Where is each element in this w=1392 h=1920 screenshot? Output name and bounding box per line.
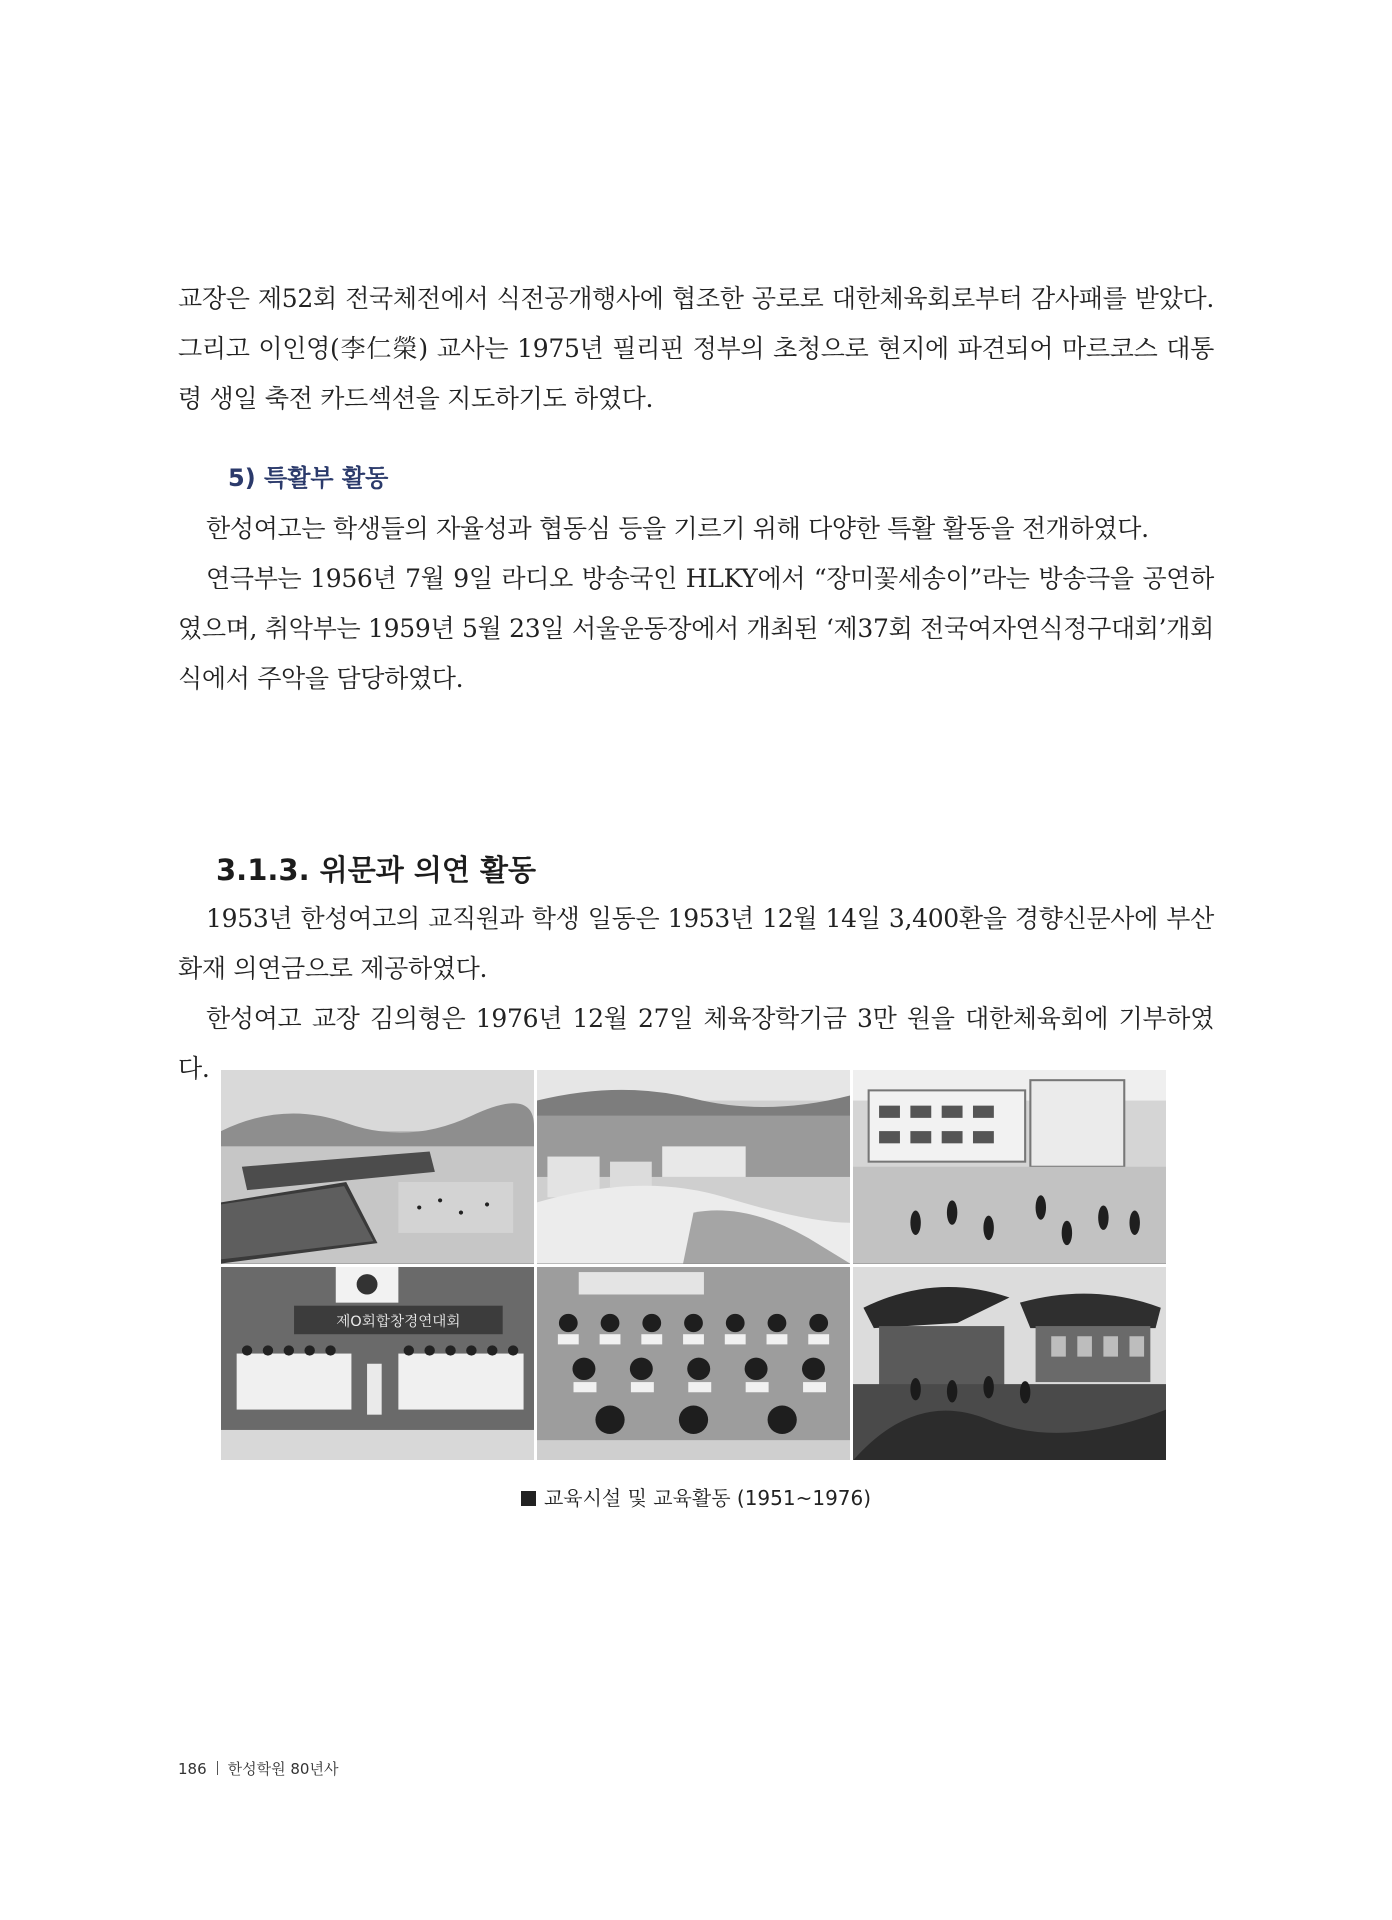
caption-square-icon <box>521 1491 536 1506</box>
section-paragraph-2: 한성여고 교장 김의형은 1976년 12월 27일 체육장학기금 3만 원을 대한체육회에 기부하였다. <box>178 1004 1214 1083</box>
subsection-paragraph-1: 한성여고는 학생들의 자율성과 협동심 등을 기르기 위해 다양한 특활 활동을 전개하였다. <box>206 514 1149 543</box>
photo-choir-contest <box>221 1267 534 1461</box>
photo-traditional-building <box>853 1267 1166 1461</box>
photo-caption <box>0 1482 1392 1511</box>
section-heading: 3.1.3. 위문과 의연 활동 <box>216 853 536 887</box>
photo-collage <box>221 1070 1166 1460</box>
page-footer <box>178 1758 338 1779</box>
photo-choir-banner: 제O회합창경연대회 <box>336 1313 461 1330</box>
photo-classroom <box>537 1267 850 1461</box>
intro-paragraph: 교장은 제52회 전국체전에서 식전공개행사에 협조한 공로로 대한체육회로부터 감사패를 받았다. 그리고 이인영(李仁榮) 교사는 1975년 필리핀 정부의 초청으로 현지에 파견되어 마르코스 대통령 생일 축전 카드섹션을 지도하기도 하였다. <box>178 284 1214 413</box>
page-number: 186 <box>178 1760 207 1778</box>
photo-caption-text: 교육시설 및 교육활동 (1951~1976) <box>543 1486 872 1510</box>
subsection-heading: 5) 특활부 활동 <box>228 464 389 492</box>
footer-separator <box>217 1761 218 1775</box>
photo-school-buildings <box>221 1070 534 1264</box>
subsection-paragraph-2: 연극부는 1956년 7월 9일 라디오 방송국인 HLKY에서 “장미꽃세송이”라는 방송극을 공연하였으며, 취악부는 1959년 5월 23일 서울운동장에서 개최된 ‘제37회 전국여자연식정구대회’개회식에서 주악을 담당하였다. <box>178 564 1214 693</box>
section-paragraph-1: 1953년 한성여고의 교직원과 학생 일동은 1953년 12월 14일 3,400환을 경향신문사에 부산 화재 의연금으로 제공하였다. <box>178 904 1214 983</box>
photo-schoolyard <box>853 1070 1166 1264</box>
photo-town-panorama <box>537 1070 850 1264</box>
book-title: 한성학원 80년사 <box>227 1760 339 1778</box>
